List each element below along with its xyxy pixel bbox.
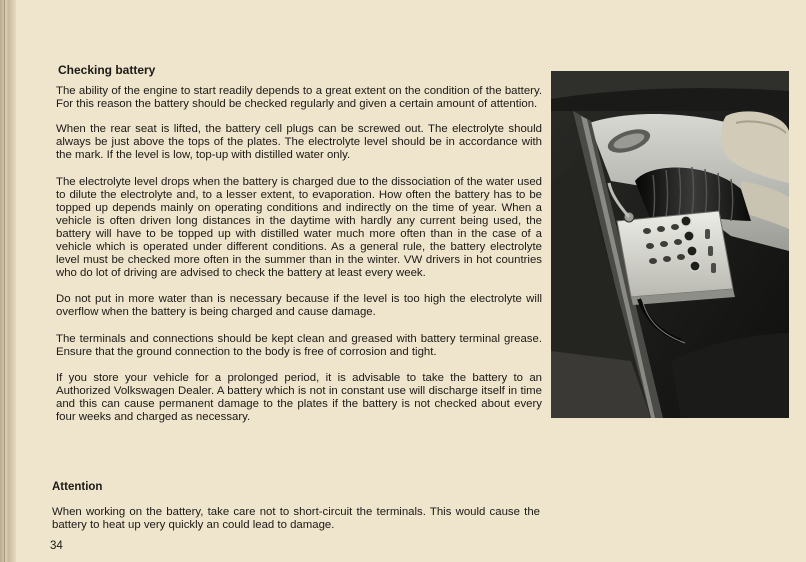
paragraph-intro: The ability of the engine to start readily depends to a great extent on the condition of the battery. For this reason the battery should be checked regularly and given a certain amount of attention.: [56, 85, 542, 111]
main-text-column: [56, 64, 542, 437]
paragraph-electrolyte-level: The electrolyte level drops when the battery is charged due to the dissociation of the water used to dilute the electrolyte and, to a lesser extent, to evaporation. How often the battery has to be topped up depends mainly on operating conditions and indirectly on the time of year. When a vehicle is often driven long distances in the daytime with hardly any current being used, the battery will have to be topped up with distilled water much more often than in the case of a vehicle which is operated under different conditions. As a general rule, the battery electrolyte level must be checked more often in the summer than in the winter. VW drivers in hot countries who do lot of driving are advised to check the battery at least every week.: [56, 175, 542, 280]
battery-compartment-photo: [551, 71, 789, 418]
paragraph-overfill-warning: Do not put in more water than is necessary because if the level is too high the electrolyte will overflow when the battery is being charged and cause damage.: [56, 293, 542, 319]
section-heading: Checking battery: [58, 63, 156, 77]
battery-photo-illustration: [551, 71, 789, 418]
paragraph-terminals: The terminals and connections should be kept clean and greased with battery terminal grease. Ensure that the ground connection to the body is free of corrosion and tight.: [56, 332, 542, 358]
page-binding-edge: [0, 0, 16, 562]
attention-heading: Attention: [52, 481, 103, 493]
page-number: 34: [50, 540, 63, 552]
attention-text: When working on the battery, take care not to short-circuit the terminals. This would cause the battery to heat up very quickly an could lead to damage.: [52, 506, 540, 532]
paragraph-storage: If you store your vehicle for a prolonged period, it is advisable to take the battery to an Authorized Volkswagen Dealer. A battery which is not in constant use will discharge itself in time and this can cause permanent damage to the plates if the battery is not checked about every four weeks and charged as necessary.: [56, 371, 542, 423]
paragraph-cell-plugs: When the rear seat is lifted, the battery cell plugs can be screwed out. The electrolyte should always be just above the tops of the plates. The electrolyte level should be in accordance with the mark. If the level is low, top-up with distilled water only.: [56, 123, 542, 162]
